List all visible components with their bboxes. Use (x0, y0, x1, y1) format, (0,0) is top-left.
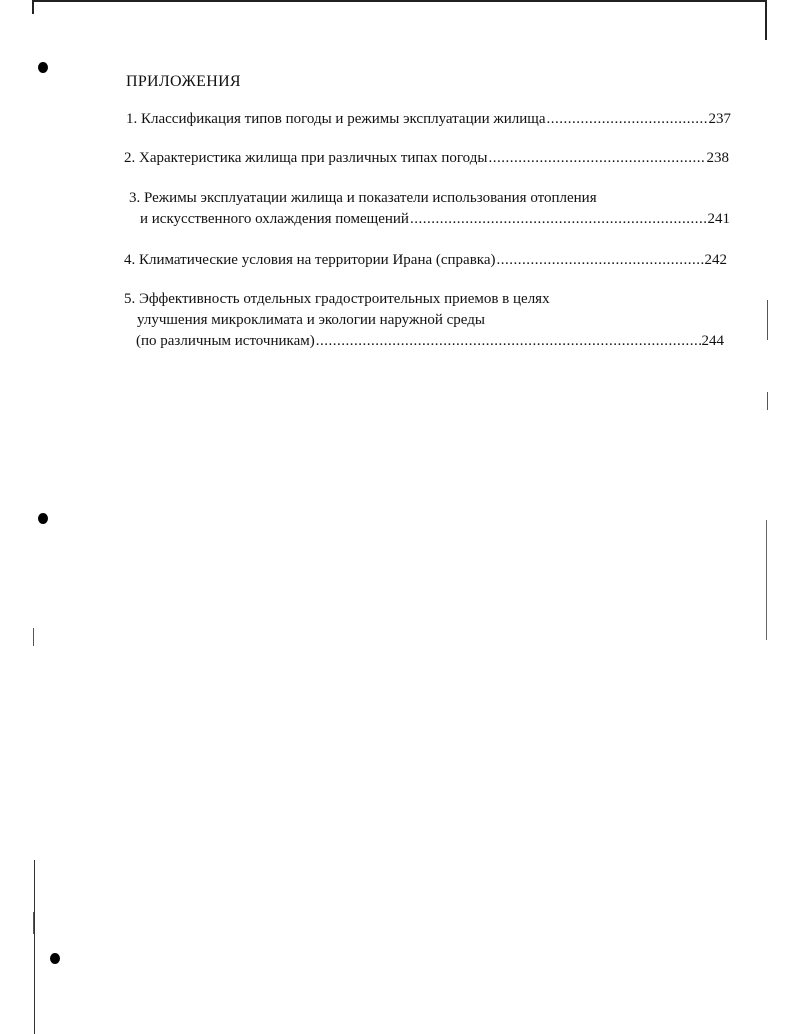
toc-entry-3-line-1 (129, 190, 597, 207)
toc-entry-title: Классификация типов погоды и режимы эксплуатации жилища (141, 111, 546, 127)
scan-edge-top (32, 0, 767, 2)
toc-entry-5-line-2 (137, 312, 485, 329)
toc-entry-1 (126, 111, 731, 128)
leader-dots (497, 252, 704, 269)
toc-entry-3 (140, 211, 730, 228)
scan-edge-right (765, 0, 767, 40)
toc-entry-title: Климатические условия на территории Ирана (справка) (139, 252, 496, 268)
toc-entry-page: 241 (707, 211, 730, 227)
scan-edge-right-middle (766, 520, 767, 640)
binder-hole-mark (50, 953, 60, 964)
toc-entry-number: 3. (129, 190, 141, 206)
scan-mark (767, 392, 768, 410)
toc-entry-title: Режимы эксплуатации жилища и показатели использования отопления (144, 190, 597, 206)
toc-entry-title-continued: улучшения микроклимата и экологии наружной среды (137, 312, 485, 328)
toc-entry-title: Эффективность отдельных градостроительных приемов в целях (139, 291, 550, 307)
toc-entry-number: 4. (124, 252, 136, 268)
binder-hole-mark (38, 513, 48, 524)
toc-entry-title: Характеристика жилища при различных типах погоды (139, 150, 488, 166)
leader-dots (547, 111, 708, 128)
toc-entry-title-continued: и искусственного охлаждения помещений (140, 211, 409, 227)
leader-dots (410, 211, 707, 228)
toc-entry-4 (124, 252, 727, 269)
toc-entry-page: 242 (704, 252, 727, 268)
toc-entry-5 (136, 333, 724, 350)
toc-entry-number: 2. (124, 150, 136, 166)
scan-edge-left-lower (34, 860, 35, 1034)
scan-mark (33, 628, 34, 646)
scan-mark (767, 300, 768, 340)
toc-entry-number: 5. (124, 291, 136, 307)
scan-edge-left (32, 0, 34, 14)
toc-entry-2 (124, 150, 729, 167)
toc-entry-page: 238 (706, 150, 729, 166)
toc-entry-5-line-1 (124, 291, 550, 308)
toc-entry-number: 1. (126, 111, 138, 127)
toc-entry-title-continued: (по различным источникам) (136, 333, 315, 349)
leader-dots (316, 333, 701, 350)
toc-entry-page: 244 (701, 333, 724, 349)
toc-entry-page: 237 (708, 111, 731, 127)
binder-hole-mark (38, 62, 48, 73)
appendices-heading: ПРИЛОЖЕНИЯ (126, 73, 241, 90)
scan-mark (33, 912, 34, 934)
leader-dots (488, 150, 705, 167)
